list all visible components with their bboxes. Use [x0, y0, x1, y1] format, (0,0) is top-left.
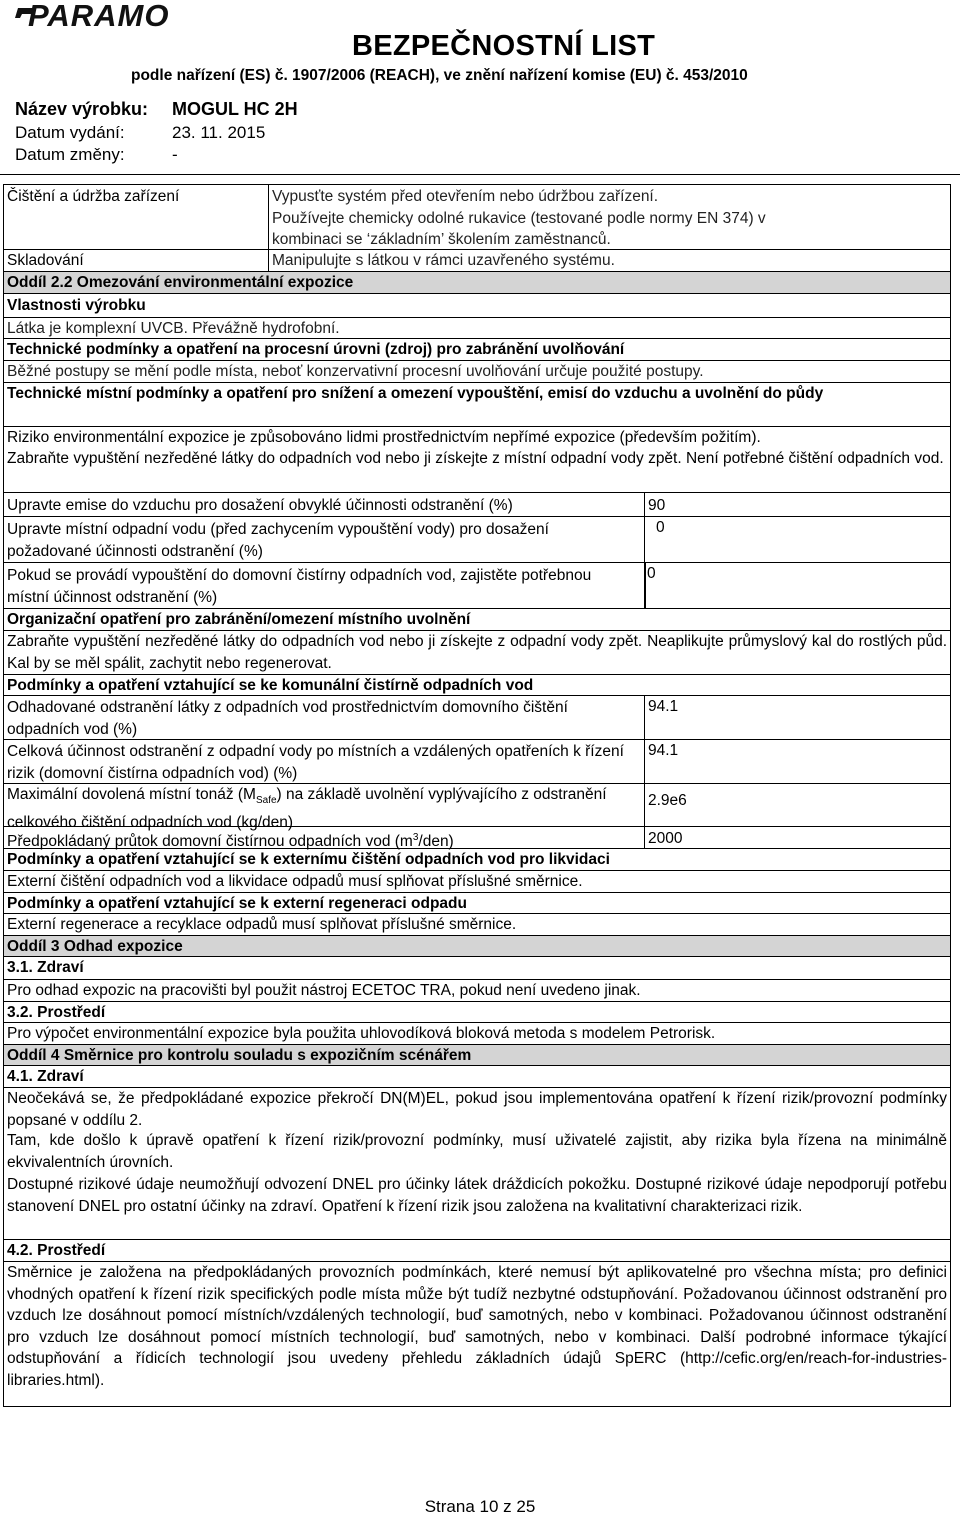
storage-label: Skladování [7, 252, 84, 269]
column-divider [644, 784, 645, 827]
column-divider [644, 740, 645, 784]
column-divider [644, 563, 646, 609]
document-subtitle: podle nařízení (ES) č. 1907/2006 (REACH), ve znění nařízení komise (EU) č. 453/2010 [131, 67, 748, 84]
external-regeneration-text: Externí regenerace a recyklace odpadů musí splňovat příslušné směrnice. [4, 913, 950, 935]
cleaning-text-line: kombinaci se ‘základním’ školením zaměstnanců. [272, 231, 611, 248]
column-divider [268, 250, 269, 271]
product-name-label: Název výrobku: [15, 99, 149, 119]
cleaning-text [272, 186, 950, 251]
municipal-heading: Podmínky a opatření vztahující se ke komunální čistírně odpadních vod [4, 674, 950, 695]
air-emission-row [4, 492, 950, 516]
external-treatment-heading: Podmínky a opatření vztahující se k externímu čištění odpadních vod pro likvidaci [4, 848, 950, 870]
wastewater-row [4, 516, 950, 562]
section-2-2-heading: Oddíl 2.2 Omezování environmentální expozice [4, 271, 950, 294]
air-emission-value: 90 [648, 497, 666, 514]
section-4-1-heading: 4.1. Zdraví [7, 1068, 84, 1085]
document-title: BEZPEČNOSTNÍ LIST [352, 30, 656, 62]
local-conditions-text-2: Zabraňte vypuštění nezředěné látky do odpadních vod nebo ji získejte z místní odpadní vody zpět. Není potřebné čištění odpadních vod. [7, 450, 944, 467]
column-divider [268, 185, 269, 249]
municipal-label-3-text: Maximální dovolená místní tonáž (M [7, 786, 256, 803]
technical-conditions-text: Běžné postupy se mění podle místa, neboť konzervativní procesní uvolňování určuje použité postupy. [4, 360, 950, 382]
section-4-1-text-3: Dostupné rizikové údaje neumožňují odvození DNEL pro účinky látek dráždicích pokožku. Dostupné rizikové údaje nepodporují potřebu stanovení DNEL pro ostatní účinky na zdraví. Opatření k řízení rizik jsou založena na kvalitativní charakterizaci rizik. [7, 1176, 947, 1215]
municipal-value-3: 2.9e6 [648, 792, 687, 809]
municipal-label-2: Celková účinnost odstranění z odpadní vody po místních a vzdálených opatřeních k řízení rizik (domovní čistírna odpadních vod) (%) [7, 743, 624, 782]
section-3-heading: Oddíl 3 Odhad expozice [4, 935, 950, 957]
section-3-2-heading: 3.2. Prostředí [4, 1001, 950, 1022]
product-name-value: MOGUL HC 2H [172, 99, 298, 119]
local-conditions-text-1: Riziko environmentální expozice je způsobováno lidmi prostřednictvím nepřímé expozice (především požitím). [4, 426, 950, 448]
sewage-value: 0 [647, 565, 656, 582]
cleaning-label: Čištění a údržba zařízení [7, 188, 180, 205]
external-treatment-text: Externí čištění odpadních vod a likvidace odpadů musí splňovat příslušné směrnice. [4, 870, 950, 892]
technical-conditions-heading: Technické podmínky a opatření na procesní úrovni (zdroj) pro zabránění uvolňování [4, 338, 950, 360]
cleaning-row [4, 185, 950, 249]
wastewater-label: Upravte místní odpadní vodu (před zachycením vypouštění vody) pro dosažení požadované účinnosti odstranění (%) [7, 521, 549, 560]
sewage-row [4, 562, 950, 608]
municipal-label-1: Odhadované odstranění látky z odpadních vod prostřednictvím domovního čištění odpadních vod (%) [7, 699, 568, 738]
change-date-label: Datum změny: [15, 145, 125, 164]
local-conditions-heading: Technické místní podmínky a opatření pro snížení a omezení vypouštění, emisí do vzduchu a uvolnění do půdy [4, 382, 950, 426]
section-4-2-heading: 4.2. Prostředí [4, 1239, 950, 1261]
cleaning-text-line: Používejte chemicky odolné rukavice (testované podle normy EN 374) v [272, 209, 766, 227]
page-number: Strana 10 z 25 [424, 1497, 536, 1515]
product-properties-heading: Vlastnosti výrobku [7, 297, 146, 314]
issue-date-label: Datum vydání: [15, 123, 125, 142]
sewage-label: Pokud se provádí vypouštění do domovní čistírny odpadních vod, zajistěte potřebnou místní účinnost odstranění (%) [7, 567, 592, 606]
municipal-row-3 [4, 783, 950, 831]
storage-row [4, 249, 950, 271]
municipal-label-4-sup: 3 [412, 832, 419, 843]
organizational-heading: Organizační opatření pro zabránění/omezení místního uvolnění [4, 608, 950, 630]
section-4-2-text: Směrnice je založena na předpokládaných provozních podmínkách, které nemusí být aplikovatelné pro všechna místa; pro definici vhodných opatření k řízení rizik specifických podle místa může být tudíž nezbytné odstupňování. Požadovanou účinnost odstranění pro vzduch lze dosáhnout pomocí místních/vzdálených technologií, buď samotných, nebo v kombinaci. Požadovanou účinnost odstranění pro vzduch lze dosáhnout pomocí místních technologií, buď samotných, nebo v kombinaci. Další podrobné informace týkající odstupňování a řídicích technologií jsou uvedeny přehledu základních údajů SpERC (http://cefic.org/en/reach-for-industries-libraries.html). [4, 1261, 950, 1408]
section-3-2-text: Pro výpočet environmentální expozice byla použita uhlovodíková bloková metoda s modelem Petrorisk. [4, 1022, 950, 1044]
issue-date-value: 23. 11. 2015 [172, 123, 266, 142]
product-properties-text: Látka je komplexní UVCB. Převážně hydrofobní. [4, 317, 950, 338]
change-date-value: - [172, 145, 178, 164]
cleaning-text-line: Vypusťte systém před otevřením nebo údržbou zařízení. [272, 188, 659, 205]
municipal-row-2 [4, 739, 950, 783]
air-emission-label: Upravte emise do vzduchu pro dosažení obvyklé účinnosti odstranění (%) [7, 497, 513, 514]
municipal-label-4-text: /den) [418, 833, 454, 851]
section-4-1-text-1: Neočekává se, že předpokládané expozice překročí DN(M)EL, pokud jsou implementována opatření k řízení rizik/provozní podmínky popsané v oddílu 2. [4, 1087, 950, 1130]
column-divider [644, 517, 645, 563]
column-divider [644, 696, 645, 740]
municipal-value-2: 94.1 [648, 742, 679, 759]
section-3-1-text: Pro odhad expozic na pracovišti byl použit nástroj ECETOC TRA, pokud není uvedeno jinak. [4, 979, 950, 1001]
wastewater-value: 0 [656, 519, 665, 536]
header-divider [0, 174, 960, 175]
column-divider [644, 827, 645, 849]
municipal-row-4 [4, 826, 950, 851]
section-3-1-heading: 3.1. Zdraví [7, 959, 84, 976]
external-regeneration-heading: Podmínky a opatření vztahující se k externí regeneraci odpadu [4, 892, 950, 913]
municipal-row-1 [4, 695, 950, 739]
organizational-text: Zabraňte vypuštění nezředěné látky do odpadních vod nebo ji získejte z odpadní vody zpět. Neaplikujte průmyslový kal do rostlých půd. Kal by se měl spálit, zachytit nebo regenerovat. [4, 630, 950, 674]
municipal-label-3-text: ) na základě uvolnění vyplývajícího z odstranění celkového čištění odpadních vod (kg/den) [7, 786, 607, 831]
section-4-heading: Oddíl 4 Směrnice pro kontrolu souladu s expozičním scénářem [4, 1044, 950, 1066]
logo-text: PARAMO [28, 0, 170, 33]
document-body [3, 184, 951, 1407]
municipal-label-3-sub: Safe [255, 795, 277, 807]
column-divider [644, 493, 645, 517]
storage-text: Manipulujte s látkou v rámci uzavřeného systému. [272, 252, 615, 269]
company-logo [14, 2, 214, 32]
municipal-value-4: 2000 [648, 830, 683, 847]
municipal-value-1: 94.1 [648, 698, 679, 715]
section-4-1-text-2: Tam, kde došlo k úpravě opatření k řízení rizik/provozní podmínky, musí uživatelé zajistit, aby rizika byla řízena na minimálně ekvivalentních úrovních. [7, 1132, 947, 1171]
municipal-label-4-text: Předpokládaný průtok domovní čistírnou odpadních vod (m [7, 833, 413, 851]
